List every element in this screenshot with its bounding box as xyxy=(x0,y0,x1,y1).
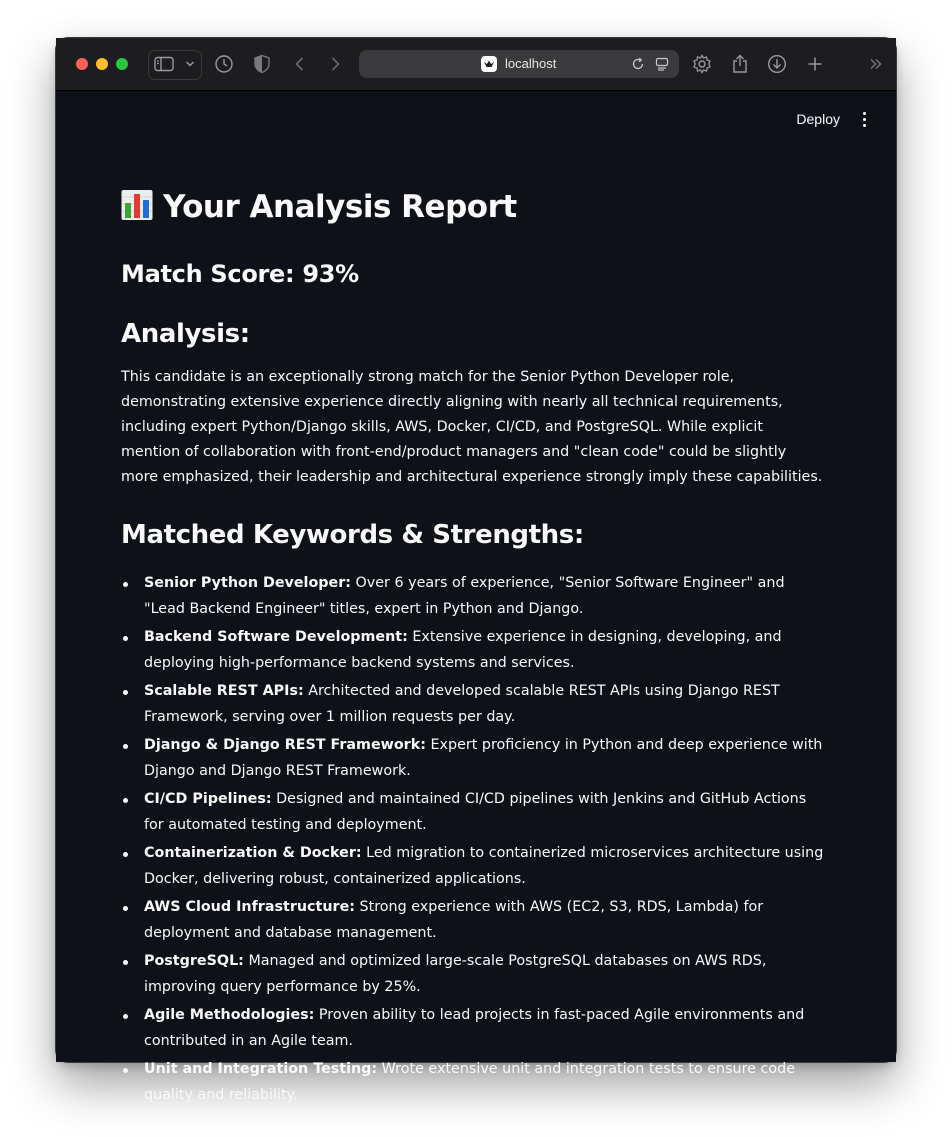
zoom-window-button[interactable] xyxy=(116,58,128,70)
list-item xyxy=(121,841,826,892)
keyword-detail: Over 6 years of experience, "Senior Software Engineer" and "Lead Backend Engineer" titles, expert in Python and Django. xyxy=(144,575,785,617)
keyword-term: Unit and Integration Testing: xyxy=(144,1061,378,1077)
keyword-term: Django & Django REST Framework: xyxy=(144,737,426,753)
keyword-term: Agile Methodologies: xyxy=(144,1007,315,1023)
keyword-detail: Designed and maintained CI/CD pipelines with Jenkins and GitHub Actions for automated testing and deployment. xyxy=(144,791,807,833)
keyword-detail: Managed and optimized large-scale PostgreSQL databases on AWS RDS, improving query performance by 25%. xyxy=(144,953,767,995)
forward-arrow-icon[interactable] xyxy=(322,51,348,77)
more-options-icon[interactable] xyxy=(856,109,872,129)
page-title xyxy=(121,187,517,227)
back-arrow-icon[interactable] xyxy=(287,51,313,77)
reload-icon[interactable] xyxy=(627,51,649,77)
list-item xyxy=(121,895,826,946)
keyword-term: CI/CD Pipelines: xyxy=(144,791,272,807)
list-item xyxy=(121,679,826,730)
keyword-term: Containerization & Docker: xyxy=(144,845,362,861)
close-window-button[interactable] xyxy=(76,58,88,70)
keyword-term: AWS Cloud Infrastructure: xyxy=(144,899,356,915)
shield-icon[interactable] xyxy=(249,51,275,77)
list-item xyxy=(121,1057,826,1108)
chevron-down-icon[interactable] xyxy=(182,51,198,77)
analysis-text: This candidate is an exceptionally strong match for the Senior Python Developer role, demonstrating extensive experience directly aligning with nearly all technical requirements, including expert Python/Django skills, AWS, Docker, CI/CD, and PostgreSQL. While explicit mention of collaboration with front-end/product managers and "clean code" could be slightly more emphasized, their leadership and architectural experience strongly imply these capabilities. xyxy=(121,369,823,485)
keyword-detail: Extensive experience in designing, developing, and deploying high-performance backend systems and services. xyxy=(144,629,782,671)
app-content xyxy=(56,91,896,1103)
keyword-term: PostgreSQL: xyxy=(144,953,244,969)
list-item xyxy=(121,733,826,784)
list-item xyxy=(121,1003,826,1054)
list-item xyxy=(121,625,826,676)
deploy-button[interactable]: Deploy xyxy=(796,111,840,127)
keyword-detail: Wrote extensive unit and integration tests to ensure code quality and reliability. xyxy=(144,1061,795,1103)
browser-window xyxy=(56,38,896,1103)
address-bar[interactable] xyxy=(359,50,679,78)
list-item xyxy=(121,949,826,1000)
matched-keywords-list xyxy=(121,571,826,1111)
page-title-text: Your Analysis Report xyxy=(163,189,517,225)
list-item xyxy=(121,571,826,622)
keyword-term: Backend Software Development: xyxy=(144,629,408,645)
new-tab-icon[interactable] xyxy=(802,51,828,77)
reader-view-icon[interactable] xyxy=(651,51,673,77)
share-icon[interactable] xyxy=(727,51,753,77)
keyword-term: Senior Python Developer: xyxy=(144,575,351,591)
keyword-detail: Led migration to containerized microservices architecture using Docker, delivering robust, containerized applications. xyxy=(144,845,824,887)
url-text: localhost xyxy=(505,56,557,71)
keyword-detail: Expert proficiency in Python and deep experience with Django and Django REST Framework. xyxy=(144,737,823,779)
double-chevron-right-icon[interactable] xyxy=(864,51,888,77)
bar-chart-emoji-icon xyxy=(121,189,153,221)
download-icon[interactable] xyxy=(764,51,790,77)
matched-keywords-heading: Matched Keywords & Strengths: xyxy=(121,520,584,550)
history-icon[interactable] xyxy=(211,51,237,77)
sidebar-icon[interactable] xyxy=(152,51,176,77)
keyword-detail: Strong experience with AWS (EC2, S3, RDS, Lambda) for deployment and database management. xyxy=(144,899,764,941)
match-score: Match Score: 93% xyxy=(121,260,359,288)
browser-toolbar xyxy=(56,38,896,91)
keyword-detail: Proven ability to lead projects in fast-paced Agile environments and contributed in an Agile team. xyxy=(144,1007,805,1049)
site-favicon-icon xyxy=(481,56,497,72)
analysis-heading: Analysis: xyxy=(121,319,250,349)
gear-icon[interactable] xyxy=(689,51,715,77)
list-item xyxy=(121,787,826,838)
keyword-detail: Architected and developed scalable REST APIs using Django REST Framework, serving over 1 million requests per day. xyxy=(144,683,780,725)
minimize-window-button[interactable] xyxy=(96,58,108,70)
keyword-term: Scalable REST APIs: xyxy=(144,683,304,699)
